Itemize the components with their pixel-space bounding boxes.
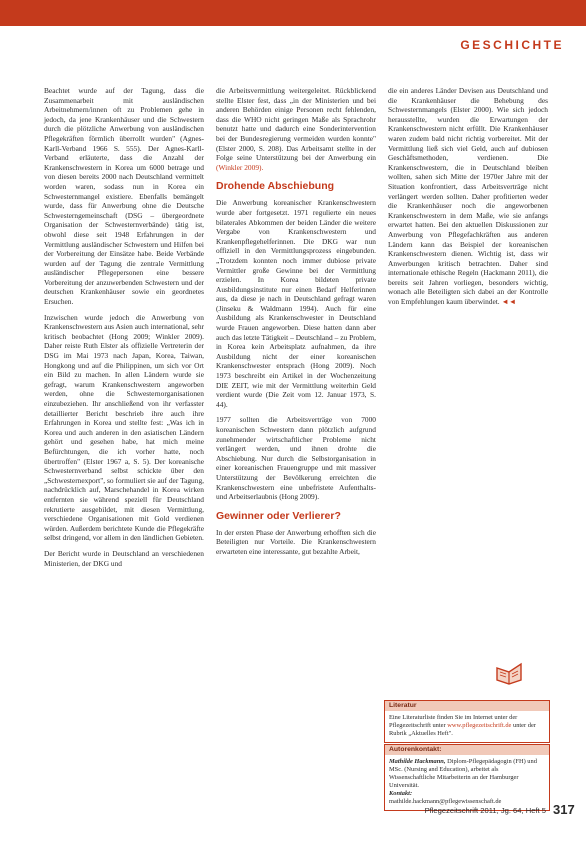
paragraph: Inzwischen wurde jedoch die Anwerbung von Krankenschwestern aus Asien auch international, sehr kritisch beobachtet (Hong 2009; Winkler 2009). Daher reiste Ruth Elster als offizielle Vertreterin der DSG im Mai 1973 nach Japan, Korea, Taiwan, Hongkong und auf die Philippinen, um sich vor Ort ein Bild zu machen. In allen Ländern wurde sie gefragt, warum Krankenschwestern angeworben werden, ohne die Schwesternorganisationen einzubeziehen. Ihr anschließend von ihr verfasster detaillierter Bericht beschrieb ihre auch ihre Erfahrungen in Korea und stellte fest: „Was ich in Korea und auch anderen in den asiatischen Ländern gehört und gesehen habe, hat mich meine Befürchtungen, die ich vorher hatte, noch übertroffen" (Elster 1967 a, S. 5). Der koreanische Schwesternverband selbst schickte über den „Schwesternexport", so formuliert sie auf der Tagung, nachdrücklich auf, Marschehandel in Korea wirken entfernten sie während speziell für Deutschland rekrutierte ausgebildet, mit diesen Vermittlung, verschiedene Organisationen mit Gold verdienen würden. Außerdem berichtete Kunde die Pflegekräfte selbst dringend, vor allem in den ländlichen Gebieten. — [44, 312, 204, 543]
paragraph: 1977 sollten die Arbeitsverträge von 7000 koreanischen Schwestern dann plötzlich aufgrund zunehmender wirtschaftlicher Probleme nicht verlängert werden, und ihnen drohte die Abschiebung. Nur durch die Selbstorganisation in einer koreanischen Frauengruppe und mit massiver Unterstützung der Bevölkerung erreichten die Krankenschwestern eine unbefristete Aufenthalts- und Arbeitserlaubnis (Hong 2009). — [216, 415, 376, 502]
paragraph — [216, 86, 376, 172]
literature-text: Eine Literaturliste finden Sie im Internet unter der Pflegezeitschrift unter — [389, 714, 518, 729]
section-title: GESCHICHTE — [436, 34, 586, 56]
literature-link[interactable]: www.pflegezeitschrift.de — [447, 722, 512, 729]
literature-text-2: unter der Rubrik „Aktuelles Heft". — [389, 722, 536, 737]
paragraph: Die Anwerbung koreanischer Krankenschwestern wurde aber fortgesetzt. 1971 regulierte ein neues bilaterales Abkommen der beiden Länder die weitere Vergabe von Krankenschwestern und Krankenpflegehelferinnen. Die DKG war nun offiziell in den Vermittlungsprozess eingebunden. „Trotzdem konnten noch immer dubiose private Vermittler große Gewinne bei der Vermittlung erzielen. In Korea bildeten private Ausbildungsinstitute nur einen Bedarf Helferinnen aus, da diese je nach in Deutschland gefragt waren (Jinseku & Waldmann 1994). Auch für eine Ausbildung als Krankenschwester in Deutschland wurde Frauen angeworben. Diese hatten dann aber auch das letzte Tätigkeit – Deutschland – zu Problem, in Korea kein Arbeitsplatz aufnahmen, da ihre Ausbildung nicht der einer koreanischen Krankenschwester entsprach (Hong 2009). Noch 1973 beschreibt ein Artikel in der Wochenzeitung DIE ZEIT, wie mit der Vermittlung weiterhin Geld verdient wurde (Die Zeit vom 12. Januar 1973, S. 44). — [216, 198, 376, 409]
paragraph: Der Bericht wurde in Deutschland an verschiedenen Ministerien, der DKG und — [44, 548, 204, 568]
open-book-icon — [494, 660, 524, 686]
contact-label: Kontakt: — [389, 790, 413, 797]
citation: (Winkler 2009). — [216, 162, 264, 172]
page-number: 317 — [553, 802, 575, 817]
author-box-body — [385, 755, 549, 810]
literature-box-body — [385, 711, 549, 742]
paragraph-text: die Arbeitsvermittlung weitergeleitet. Rückblickend stellte Elster fest, dass „in der Ministerien und bei anderen Behörden einige Personen recht fehlenden, dass die WHO nicht geringen Maße als Sprachrohr benutzt hatte und dadurch eine Sonderintervention bei der Bundesregierung vermeiden wurden konnte" (Elster 2000, S. 208). Das Arbeitsamt stellte in der Folge seine Unterstützung bei der Anwerbung ein — [216, 86, 376, 163]
journal-citation: Pflegezeitschrift 2011, Jg. 64, Heft 5 — [424, 806, 546, 815]
literature-box — [384, 700, 550, 743]
paragraph: Beachtet wurde auf der Tagung, dass die Zusammenarbeit mit ausländischen Arbeitnehmern/innen oft zu Problemen gehe in jedoch, da jene Krankenhäuser und die Schwestern durch die plötzliche Anwerbung von ausländischen Pflegekräften förmlich überrollt wurden" (Agnes-Karll-Verband 1966 S. 555). Der Agnes-Karll-Verband erläuterte, dass die Anzahl der Krankenschwestern in Korea um 6000 betrage und von diesen bereits 2000 nach Deutschland vermittelt worden waren, sodass nun in Korea ein Schwesternmangel existiere. Ebenfalls bemängelt wurde, dass für Anwerbung ohne die Deutsche Schwesterngemeinschaft (DSG – übergeordnete Organisation der Schwesternverbände) tätig ist, obwohl diese seit 1948 Erfahrungen in der Vermittlung ausländischer Schwestern und Hilfen bei der Vorbereitung der Einsätze habe. Beide Verbände wurden auf der Tagung die zentrale Vermittlung ausländischer Pflegepersonen eine bessere Vorbereitung der anzuwerbenden Schwestern und der deutschen Krankenhäuser sowie ein geordnetes Ersuchen. — [44, 86, 204, 307]
author-email[interactable]: mathilde.hackmann@pflegewissenschaft.de — [389, 798, 502, 805]
column-1 — [44, 86, 204, 574]
paragraph — [388, 86, 548, 307]
header-band — [0, 0, 586, 26]
paragraph-text: die ein anderes Länder Devisen aus Deutschland und die Krankenhäuser die Behebung des Schwesternmangels (Elster 2000). Wie sich jedoch herausstellte, wurden die Erwartungen der Krankenschwestern nicht erfüllt. Die Krankenhäuser waren zudem bald nicht richtig vorbereitet. Mit der Vermittlung ließ sich viel Geld, auch auf dubiosen Geschäftsmethoden, verdienen. Die Krankenschwestern, die in Deutschland bleiben wollten, sahen sich Mitte der 1970er Jahre mit der Situation konfrontiert, dass Arbeitsverträge nicht verlängert werden sollten. Daher profitierten weder die Krankenhäuser noch die angeworbenen Krankenschwestern in dem Maße, wie sie anfangs erwartet hatten. Bei den aktuellen Diskussionen zur Anwerbung von Pflegefachkräften aus anderen Ländern kann das Beispiel der koreanischen Krankenschwestern dienen. Wichtig ist, dass wir Anwerbungen kritisch betrachten. Daher sind internationale ethische Regeln (Hackmann 2011), die bereits seit Jahren vorliegen, besonders wichtig, wonach alle Beteiligten sich dabei an der Kontrolle von Empfehlungen kaum überwindet. — [388, 86, 548, 307]
subheading-drohende-abschiebung: Drohende Abschiebung — [216, 180, 335, 193]
author-box-title: Autorenkontakt: — [385, 745, 549, 755]
literature-box-title: Literatur — [385, 701, 549, 711]
paragraph: In der ersten Phase der Anwerbung erhofften sich die Beteiligten nur Vorteile. Die Krankenschwestern erwarteten eine interessante, gut bezahlte Arbeit, — [216, 527, 376, 556]
author-contact-box — [384, 744, 550, 811]
author-description: Diplom-Pflegepädagogin (FH) und MSc. (Nursing and Education), arbeitet als Wissenschaftliche Mitarbeiterin an der Hamburger Universität. — [389, 758, 537, 789]
column-3 — [388, 86, 548, 313]
column-2 — [216, 86, 376, 563]
subheading-gewinner-oder-verlierer: Gewinner oder Verlierer? — [216, 509, 341, 522]
author-name: Mathilde Hackmann, — [389, 758, 446, 765]
end-mark: ◄◄ — [501, 297, 517, 307]
